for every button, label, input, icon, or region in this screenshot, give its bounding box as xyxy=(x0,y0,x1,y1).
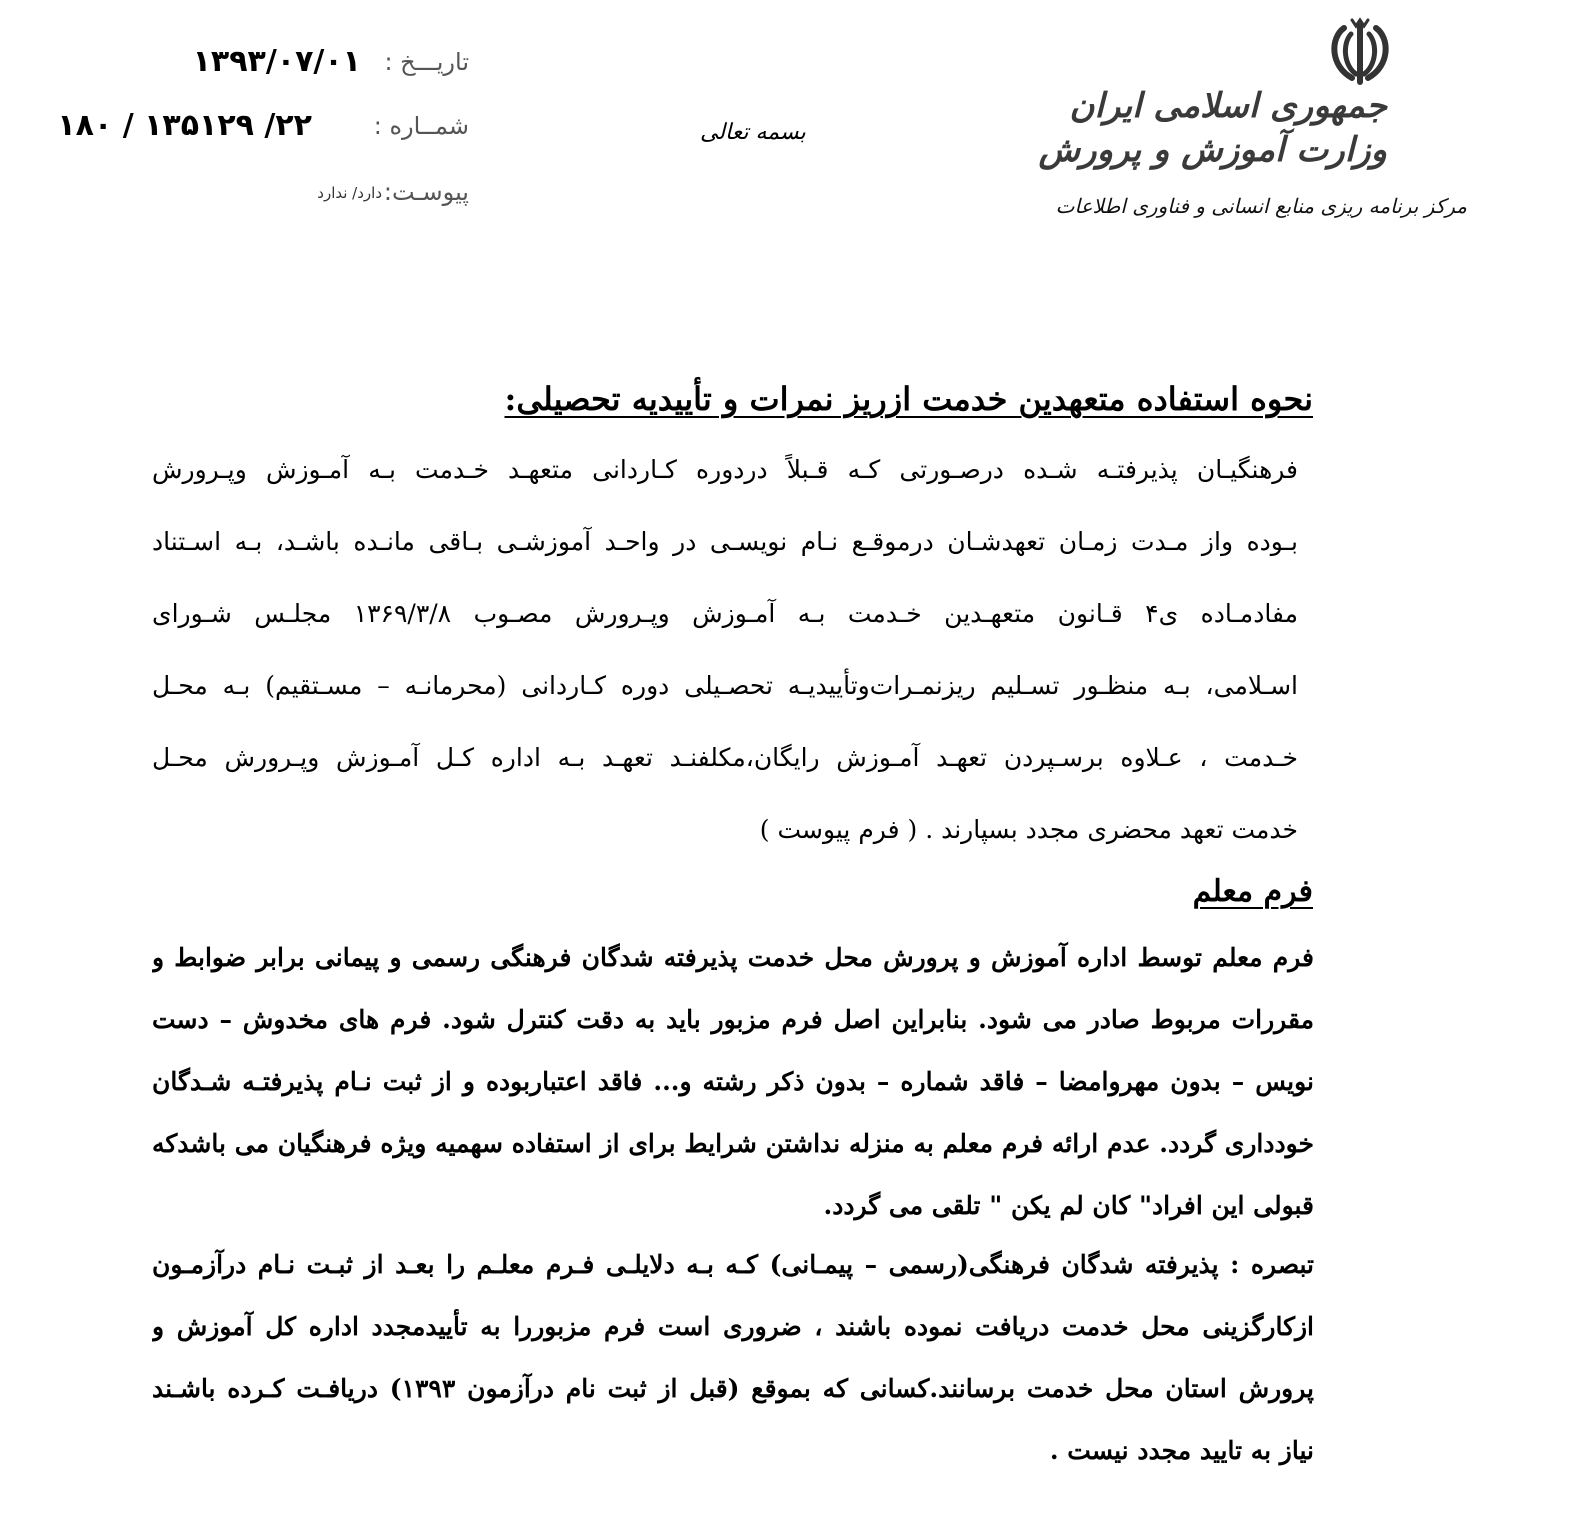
paragraph-line: تبصره : پذیرفته شدگان فرهنگی(رسمی – پیمـانی) کـه بـه دلایلـی فـرم معلـم را بعـد از ثبـت نـام درآزمـون xyxy=(152,1250,1314,1279)
number-label: شمــاره : xyxy=(373,112,469,140)
paragraph-line: خـدمت ، عـلاوه برسـپردن تعهـد آمـوزش رایگان،مکلفنـد تعهـد بـه اداره کـل آمـوزش وپـرورش محـل xyxy=(152,743,1298,772)
paragraph-line: فرم معلم توسط اداره آموزش و پرورش محل خدمت پذیرفته شدگان فرهنگی رسمی و پیمانی برابر ضوابط و xyxy=(152,943,1314,972)
paragraph-line: مقررات مربوط صادر می شود. بنابراین اصل فرم مزبور باید به دقت کنترل شود. فرم های مخدوش – دست xyxy=(152,1005,1314,1034)
ministry-name-line1: جمهوری اسلامی ایران xyxy=(1069,86,1387,126)
paragraph-line: ازکارگزینی محل خدمت دریافت نموده باشند ، ضروری است فرم مزبوررا به تأییدمجدد اداره کل آموزش و xyxy=(152,1312,1314,1341)
paragraph-line: نیاز به تایید مجدد نیست . xyxy=(1049,1436,1314,1465)
paragraph-line: بـوده واز مـدت زمـان تعهدشـان درموقـع نـام نویسـی در واحـد آموزشـی بـاقی مانـده باشـد، بـه اسـتناد xyxy=(152,527,1298,556)
teacher-form-title: فرم معلم xyxy=(1192,874,1313,909)
paragraph-line: فرهنگیـان پذیرفتـه شـده درصـورتی کـه قـبلاً دردوره کـاردانی متعهـد خـدمت بـه آمـوزش وپـرورش xyxy=(152,455,1298,484)
bismillah-heading: بسمه تعالی xyxy=(700,120,806,145)
main-title: نحوه استفاده متعهدین خدمت ازریز نمرات و تأییدیه تحصیلی: xyxy=(504,380,1313,418)
ministry-name-line2: وزارت آموزش و پرورش xyxy=(1038,130,1387,170)
paragraph-line: پرورش استان محل خدمت برسانند.کسانی که بموقع (قبل از ثبت نام درآزمون ۱۳۹۳) دریافـت کـرده باشـند xyxy=(152,1374,1314,1403)
attachment-label: پیوسـت: xyxy=(383,178,469,206)
paragraph-line: خودداری گردد. عدم ارائه فرم معلم به منزله نداشتن شرایط برای از استفاده سهمیه ویژه فرهنگیان می باشدکه xyxy=(152,1129,1314,1158)
date-label: تاریـــخ : xyxy=(384,48,469,76)
paragraph-commitment xyxy=(152,450,1298,882)
date-value: ۱۳۹۳/۰۷/۰۱ xyxy=(192,44,361,79)
paragraph-line: اسـلامی، بـه منظـور تسـلیم ریزنمـرات‌وتأییدیـه تحصـیلی دوره کـاردانی (محرمانـه – مسـتقیم) بـه محـل xyxy=(152,671,1298,700)
department-name: مرکز برنامه ریزی منابع انسانی و فناوری اطلاعات xyxy=(1055,194,1467,218)
attachment-value: دارد/ ندارد xyxy=(317,184,382,202)
paragraph-line: خدمت تعهد محضری مجدد بسپارند . ( فرم پیوست ) xyxy=(759,815,1298,844)
letter-number-value: ۱۸۰ / ۱۳۵۱۲۹ /۲۲ xyxy=(57,108,312,143)
paragraph-line: مفادمـاده ی۴ قـانون متعهـدین خـدمت بـه آمـوزش وپـرورش مصـوب ۱۳۶۹/۳/۸ مجلـس شـورای xyxy=(152,599,1298,628)
iran-emblem-icon xyxy=(1322,14,1398,88)
paragraph-teacher-form xyxy=(152,938,1314,1248)
paragraph-note xyxy=(152,1245,1314,1493)
paragraph-line: قبولی این افراد" کان لم یکن " تلقی می گردد. xyxy=(823,1191,1314,1220)
paragraph-line: نویس – بدون مهروامضا – فاقد شماره – بدون ذکر رشته و... فاقد اعتباربوده و از ثبت نـام پذیرفتـه شـدگان xyxy=(152,1067,1314,1096)
